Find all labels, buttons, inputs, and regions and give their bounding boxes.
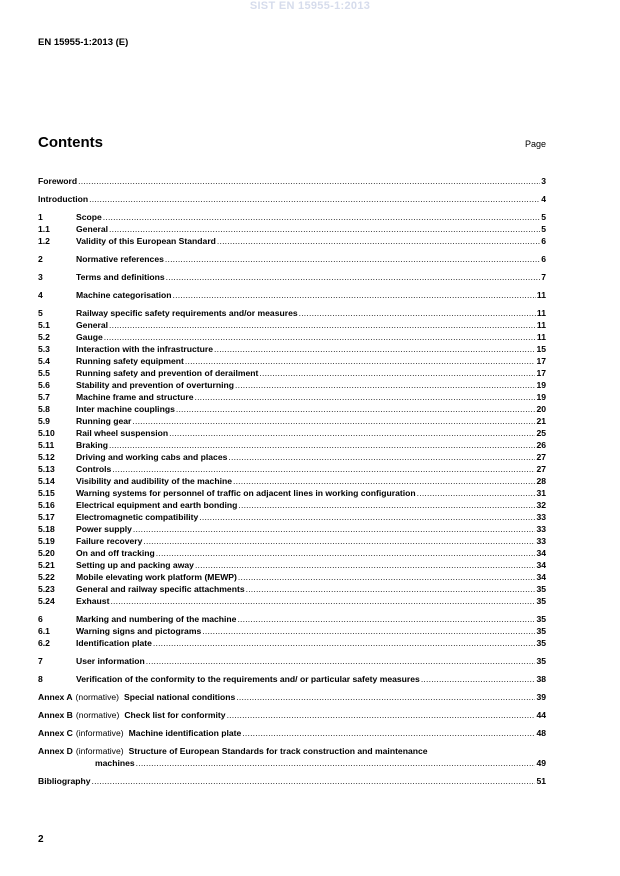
dot-leader	[153, 637, 536, 649]
toc-entry[interactable]	[38, 571, 546, 583]
dot-leader	[228, 451, 535, 463]
toc-entry-title: Electrical equipment and earth bonding	[76, 500, 238, 510]
toc-entry-title: Controls	[76, 464, 112, 474]
annex-type: (normative)	[75, 710, 120, 720]
toc-entry-title: Railway specific safety requirements and/or measures	[76, 308, 298, 318]
toc-entry-page: 5	[541, 212, 546, 222]
toc-entry-title: Running safety equipment	[76, 356, 184, 366]
toc-entry-page: 17	[536, 356, 546, 366]
toc-entry-number: 5.3	[38, 344, 50, 354]
dot-leader	[202, 625, 535, 637]
annex-title: Check list for conformity	[124, 710, 226, 720]
watermark: SIST EN 15955-1:2013	[249, 0, 371, 12]
toc-entry-title: General	[76, 224, 109, 234]
toc-entry[interactable]	[38, 391, 546, 403]
toc-entry-title: Braking	[76, 440, 108, 450]
toc-entry-page: 15	[536, 344, 546, 354]
toc-entry-number: 1.1	[38, 224, 50, 234]
toc-entry[interactable]	[38, 547, 546, 559]
toc-annex-entries	[38, 691, 546, 739]
toc-entry[interactable]	[38, 451, 546, 463]
dot-leader	[156, 547, 536, 559]
toc-entry-number: 5.5	[38, 368, 50, 378]
toc-entry[interactable]	[38, 367, 546, 379]
toc-entry-title: Driving and working cabs and places	[76, 452, 228, 462]
toc-entry[interactable]	[38, 499, 546, 511]
toc-entry-number: 1	[38, 212, 43, 222]
toc-entry-page: 49	[536, 758, 546, 768]
toc-entry[interactable]	[38, 235, 546, 247]
toc-entry-page: 48	[536, 728, 546, 738]
toc-entry[interactable]	[38, 403, 546, 415]
annex-title: Special national conditions	[124, 692, 236, 702]
toc-entry-title: Validity of this European Standard	[76, 236, 216, 246]
toc-entry-page: 19	[536, 392, 546, 402]
toc-entry-page: 34	[536, 560, 546, 570]
toc-entry-page: 21	[536, 416, 546, 426]
toc-entry-title: Exhaust	[76, 596, 110, 606]
toc-entry[interactable]	[38, 535, 546, 547]
toc-entry[interactable]	[38, 673, 546, 685]
toc-entry-number: 5.16	[38, 500, 55, 510]
dot-leader	[109, 223, 540, 235]
toc-entry-page: 11	[536, 320, 546, 330]
toc-entry-title: Warning systems for personnel of traffic on adjacent lines in working configuration	[76, 488, 416, 498]
toc-entry[interactable]	[38, 487, 546, 499]
toc-entry-page: 3	[541, 176, 546, 186]
toc-entry-bibliography[interactable]	[38, 775, 546, 787]
toc-entry-page: 33	[536, 536, 546, 546]
toc-entry-page: 17	[536, 368, 546, 378]
toc-entry-number: 5.19	[38, 536, 55, 546]
toc-entry-page: 25	[536, 428, 546, 438]
toc-entry-page: 27	[536, 452, 546, 462]
toc-entry-number: 5.23	[38, 584, 55, 594]
dot-leader	[143, 535, 535, 547]
toc-entry-title: Visibility and audibility of the machine	[76, 476, 232, 486]
toc-entry-title: Rail wheel suspension	[76, 428, 169, 438]
table-of-contents	[38, 175, 546, 787]
dot-leader	[89, 193, 540, 205]
toc-entry-page: 38	[536, 674, 546, 684]
dot-leader	[238, 499, 535, 511]
toc-entry-page: 7	[541, 272, 546, 282]
toc-entry[interactable]	[38, 355, 546, 367]
toc-entry-title: Bibliography	[38, 776, 91, 786]
toc-entry-title: Interaction with the infrastructure	[76, 344, 214, 354]
toc-entry-number: 5.9	[38, 416, 50, 426]
toc-entry-title: Machine frame and structure	[76, 392, 194, 402]
toc-entry-number: 5.20	[38, 548, 55, 558]
toc-entry-number: 8	[38, 674, 43, 684]
toc-entry-page: 34	[536, 572, 546, 582]
annex-label: Annex C	[38, 728, 73, 738]
dot-leader	[173, 289, 536, 301]
toc-entry-page: 28	[536, 476, 546, 486]
toc-entry-title: User information	[76, 656, 145, 666]
dot-leader	[132, 415, 535, 427]
toc-entry-page: 11	[536, 308, 546, 318]
dot-leader	[136, 757, 536, 769]
dot-leader	[238, 571, 536, 583]
toc-entry-title: Marking and numbering of the machine	[76, 614, 237, 624]
toc-entry-page: 6	[541, 236, 546, 246]
dot-leader	[195, 559, 535, 571]
toc-entry-page: 6	[541, 254, 546, 264]
annex-type: (informative)	[75, 746, 124, 756]
toc-entry-page: 5	[541, 224, 546, 234]
dot-leader	[133, 523, 536, 535]
dot-leader	[421, 673, 536, 685]
toc-entry[interactable]	[38, 511, 546, 523]
toc-entry-number: 7	[38, 656, 43, 666]
toc-entry-annex[interactable]	[38, 709, 546, 721]
annex-label: Annex B	[38, 710, 73, 720]
toc-entry-title: Foreword	[38, 176, 78, 186]
toc-entry-number: 5.10	[38, 428, 55, 438]
toc-entry[interactable]	[38, 223, 546, 235]
toc-entry-page: 35	[536, 596, 546, 606]
toc-entry-number: 6.2	[38, 638, 50, 648]
dot-leader	[194, 391, 535, 403]
toc-entry-page: 35	[536, 656, 546, 666]
annex-type: (normative)	[75, 692, 120, 702]
toc-entry-number: 5.15	[38, 488, 55, 498]
toc-entry-annex-d[interactable]	[38, 745, 546, 769]
dot-leader	[112, 463, 535, 475]
toc-entry-number: 5.12	[38, 452, 55, 462]
toc-entry-number: 1.2	[38, 236, 50, 246]
toc-entry-annex[interactable]	[38, 691, 546, 703]
toc-entry-title: Introduction	[38, 194, 89, 204]
toc-entry-number: 5.22	[38, 572, 55, 582]
toc-entry[interactable]	[38, 415, 546, 427]
toc-entry[interactable]	[38, 307, 546, 319]
dot-leader	[103, 211, 540, 223]
toc-entry-page: 26	[536, 440, 546, 450]
toc-entry-number: 5.1	[38, 320, 50, 330]
toc-entry-title: Scope	[76, 212, 102, 222]
dot-leader	[235, 379, 535, 391]
toc-entry-number: 5.2	[38, 332, 50, 342]
toc-entry-page: 33	[536, 512, 546, 522]
toc-entry-number: 5.11	[38, 440, 55, 450]
toc-entry-number: 5.18	[38, 524, 55, 534]
toc-entry-page: 35	[536, 626, 546, 636]
toc-entry-number: 5.14	[38, 476, 55, 486]
toc-entry-page: 35	[536, 614, 546, 624]
dot-leader	[236, 691, 535, 703]
toc-entry-title: Warning signs and pictograms	[76, 626, 202, 636]
toc-entry-title: General and railway specific attachments	[76, 584, 245, 594]
dot-leader	[237, 613, 535, 625]
toc-entry-number: 5.24	[38, 596, 55, 606]
contents-heading: Contents	[38, 134, 103, 151]
toc-entry-title: Power supply	[76, 524, 132, 534]
toc-entry-number: 4	[38, 290, 43, 300]
dot-leader	[109, 439, 535, 451]
toc-entry-foreword[interactable]	[38, 175, 546, 187]
toc-entry[interactable]	[38, 475, 546, 487]
toc-entry-page: 11	[536, 290, 546, 300]
toc-entry-title: Gauge	[76, 332, 103, 342]
toc-entry-page: 4	[541, 194, 546, 204]
toc-entry[interactable]	[38, 655, 546, 667]
toc-entry-page: 19	[536, 380, 546, 390]
toc-entry[interactable]	[38, 343, 546, 355]
toc-entry[interactable]	[38, 613, 546, 625]
dot-leader	[104, 331, 536, 343]
toc-entry-number: 5.13	[38, 464, 55, 474]
dot-leader	[259, 367, 535, 379]
toc-entry-number: 5.6	[38, 380, 50, 390]
toc-entry-title: General	[76, 320, 109, 330]
toc-entry-page: 11	[536, 332, 546, 342]
toc-entry[interactable]	[38, 583, 546, 595]
toc-entry-title: Electromagnetic compatibility	[76, 512, 199, 522]
toc-entry-page: 27	[536, 464, 546, 474]
toc-entry[interactable]	[38, 289, 546, 301]
toc-entry-title: Stability and prevention of overturning	[76, 380, 235, 390]
dot-leader	[299, 307, 536, 319]
toc-entry[interactable]	[38, 427, 546, 439]
toc-entry-title: Normative references	[76, 254, 164, 264]
toc-entry-page: 35	[536, 584, 546, 594]
toc-entry-number: 5.17	[38, 512, 55, 522]
dot-leader	[246, 583, 536, 595]
toc-entry-number: 2	[38, 254, 43, 264]
dot-leader	[233, 475, 535, 487]
toc-entry-number: 5.4	[38, 356, 50, 366]
dot-leader	[169, 427, 535, 439]
annex-label: Annex D	[38, 746, 73, 756]
toc-entry[interactable]	[38, 523, 546, 535]
annex-title-continued: machines	[95, 758, 135, 768]
dot-leader	[146, 655, 536, 667]
dot-leader	[185, 355, 536, 367]
toc-entry-title: Verification of the conformity to the requirements and/ or particular safety measures	[76, 674, 420, 684]
toc-entry[interactable]	[38, 319, 546, 331]
toc-entry-title: Mobile elevating work platform (MEWP)	[76, 572, 237, 582]
toc-entry-title: Failure recovery	[76, 536, 143, 546]
dot-leader	[92, 775, 536, 787]
annex-type: (informative)	[75, 728, 124, 738]
dot-leader	[417, 487, 536, 499]
toc-entry[interactable]	[38, 379, 546, 391]
toc-entry-number: 5.21	[38, 560, 55, 570]
toc-entry[interactable]	[38, 271, 546, 283]
toc-entry-title: Identification plate	[76, 638, 152, 648]
dot-leader	[227, 709, 536, 721]
toc-entry[interactable]	[38, 331, 546, 343]
toc-entry[interactable]	[38, 439, 546, 451]
toc-entry[interactable]	[38, 211, 546, 223]
toc-entry-page: 34	[536, 548, 546, 558]
toc-entry-page: 35	[536, 638, 546, 648]
toc-entry-number: 5.7	[38, 392, 50, 402]
toc-entry-annex[interactable]	[38, 727, 546, 739]
toc-entry-title: Terms and definitions	[76, 272, 165, 282]
toc-entry[interactable]	[38, 637, 546, 649]
toc-entry-page: 31	[536, 488, 546, 498]
toc-entry-title: Running gear	[76, 416, 132, 426]
toc-entry-page: 44	[536, 710, 546, 720]
toc-entry-page: 32	[536, 500, 546, 510]
annex-title: Structure of European Standards for track construction and maintenance	[128, 746, 428, 756]
toc-entry[interactable]	[38, 463, 546, 475]
document-id: EN 15955-1:2013 (E)	[38, 37, 129, 48]
toc-entry-page: 20	[536, 404, 546, 414]
toc-entry[interactable]	[38, 625, 546, 637]
dot-leader	[110, 595, 535, 607]
toc-entry[interactable]	[38, 253, 546, 265]
toc-entry-number: 6	[38, 614, 43, 624]
dot-leader	[166, 271, 541, 283]
toc-entry-number: 6.1	[38, 626, 50, 636]
toc-entry-title: Running safety and prevention of derailment	[76, 368, 259, 378]
toc-entry-number: 5.8	[38, 404, 50, 414]
dot-leader	[217, 235, 540, 247]
page-column-label: Page	[524, 139, 546, 149]
dot-leader	[242, 727, 535, 739]
toc-entry-page: 39	[536, 692, 546, 702]
toc-entry[interactable]	[38, 595, 546, 607]
dot-leader	[109, 319, 536, 331]
toc-entry-title: Inter machine couplings	[76, 404, 175, 414]
dot-leader	[176, 403, 536, 415]
toc-entry-page: 33	[536, 524, 546, 534]
dot-leader	[199, 511, 535, 523]
toc-entry-title: Setting up and packing away	[76, 560, 194, 570]
dot-leader	[165, 253, 540, 265]
toc-entry-number: 5	[38, 308, 43, 318]
toc-entry-introduction[interactable]	[38, 193, 546, 205]
toc-entry-title: Machine categorisation	[76, 290, 172, 300]
toc-entry[interactable]	[38, 559, 546, 571]
dot-leader	[78, 175, 540, 187]
toc-entry-number: 3	[38, 272, 43, 282]
annex-title: Machine identification plate	[128, 728, 242, 738]
page-number: 2	[38, 834, 44, 845]
dot-leader	[214, 343, 535, 355]
toc-section-entries	[38, 211, 546, 685]
toc-entry-title: On and off tracking	[76, 548, 155, 558]
annex-label: Annex A	[38, 692, 73, 702]
toc-entry-page: 51	[536, 776, 546, 786]
